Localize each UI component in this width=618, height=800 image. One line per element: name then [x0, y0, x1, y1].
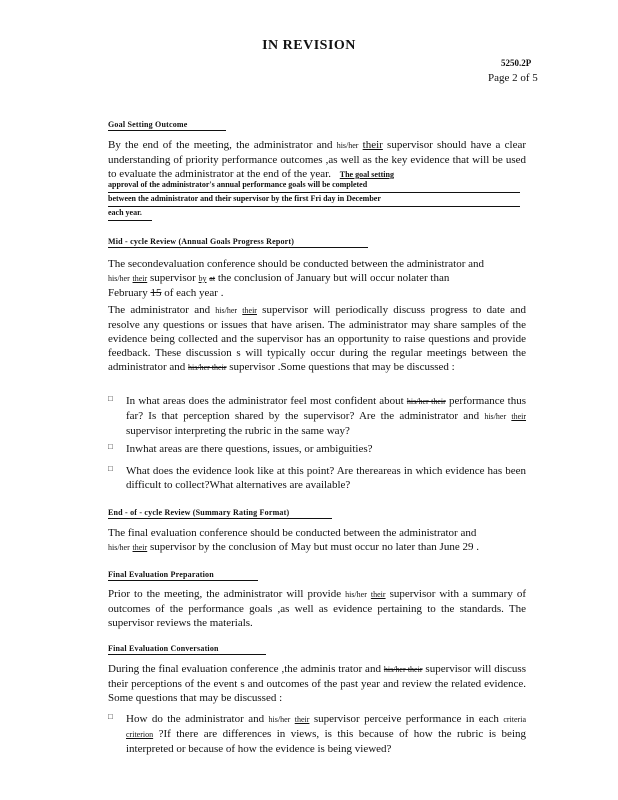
goal-setting-paragraph: By the end of the meeting, the administrator and his/her their supervisor should have a clear understanding of priority performance outcomes ,as well as the key evidence that will be used to evaluate the administrator at the end of the year. The goal setting: [108, 139, 526, 180]
end-of-cycle-paragraph: The final evaluation conference should be conducted between the administrator and his/her their supervisor by the conclusion of May but must occur no later than June 29 .: [108, 527, 479, 553]
section-heading-final-conversation: Final Evaluation Conversation: [108, 644, 266, 655]
section-heading-final-preparation: Final Evaluation Preparation: [108, 570, 258, 581]
page-title: IN REVISION: [262, 38, 356, 53]
section-heading-end-of-cycle: End - of - cycle Review (Summary Rating Format): [108, 508, 332, 519]
mid-cycle-question-2: □ Inwhat areas are there questions, issues, or ambiguities?: [108, 442, 373, 455]
page-number: Page 2 of 5: [488, 72, 538, 84]
mid-cycle-paragraph-1: The secondevaluation conference should be conducted between the administrator and his/her their supervisor by at the conclusion of January but will occur nolater than February 15 of each year .: [108, 258, 484, 299]
checkbox-bullet-icon: □: [108, 442, 113, 451]
checkbox-bullet-icon: □: [108, 464, 113, 473]
mid-cycle-question-1: □ In what areas does the administrator feel most confident about his/her their performance thus far? Is that perception shared by the supervisor? Are the administrator and his/her their supervisor interpreting the rubric in the same way?: [108, 394, 527, 437]
final-preparation-paragraph: Prior to the meeting, the administrator will provide his/her their supervisor with a summary of outcomes of the performance goals ,as well as evidence pertaining to the standards. The supervisor reviews the materials.: [108, 588, 526, 629]
final-conversation-paragraph: During the final evaluation conference ,the adminis trator and his/her their supervisor will discuss their perceptions of the event s and outcomes of the past year and review the related evidence. Some questions that may be discussed :: [108, 663, 526, 704]
goal-setting-bold-text: approval of the administrator's annual performance goals will be completed between the administrator and their supervisor by the first Fri day in December each year.: [108, 179, 520, 221]
checkbox-bullet-icon: □: [108, 712, 113, 721]
section-heading-mid-cycle: Mid - cycle Review (Annual Goals Progress Report): [108, 237, 368, 248]
section-heading-goal-setting: Goal Setting Outcome: [108, 120, 226, 131]
final-conversation-question-1: □ How do the administrator and his/her their supervisor perceive performance in each criteria criterion ?If there are differences in views, is this because of how the rubric is being interpreted or because of how the evidence is being viewed?: [108, 712, 526, 755]
mid-cycle-question-3: □ What does the evidence look like at this point? Are thereareas in which evidence has been difficult to collect?What alternatives are available?: [108, 464, 526, 491]
document-number: 5250.2P: [501, 58, 532, 68]
mid-cycle-paragraph-2: The administrator and his/her their supervisor will periodically discuss progress to date and resolve any questions or issues that have arisen. The administrator may share samples of the evidence being collected and the supervisor has an opportunity to raise questions and provide feedback. These discussion s will typically occur during the regular meetings between the administrator and his/her their supervisor .Some questions that may be discussed :: [108, 304, 526, 373]
checkbox-bullet-icon: □: [108, 394, 113, 403]
